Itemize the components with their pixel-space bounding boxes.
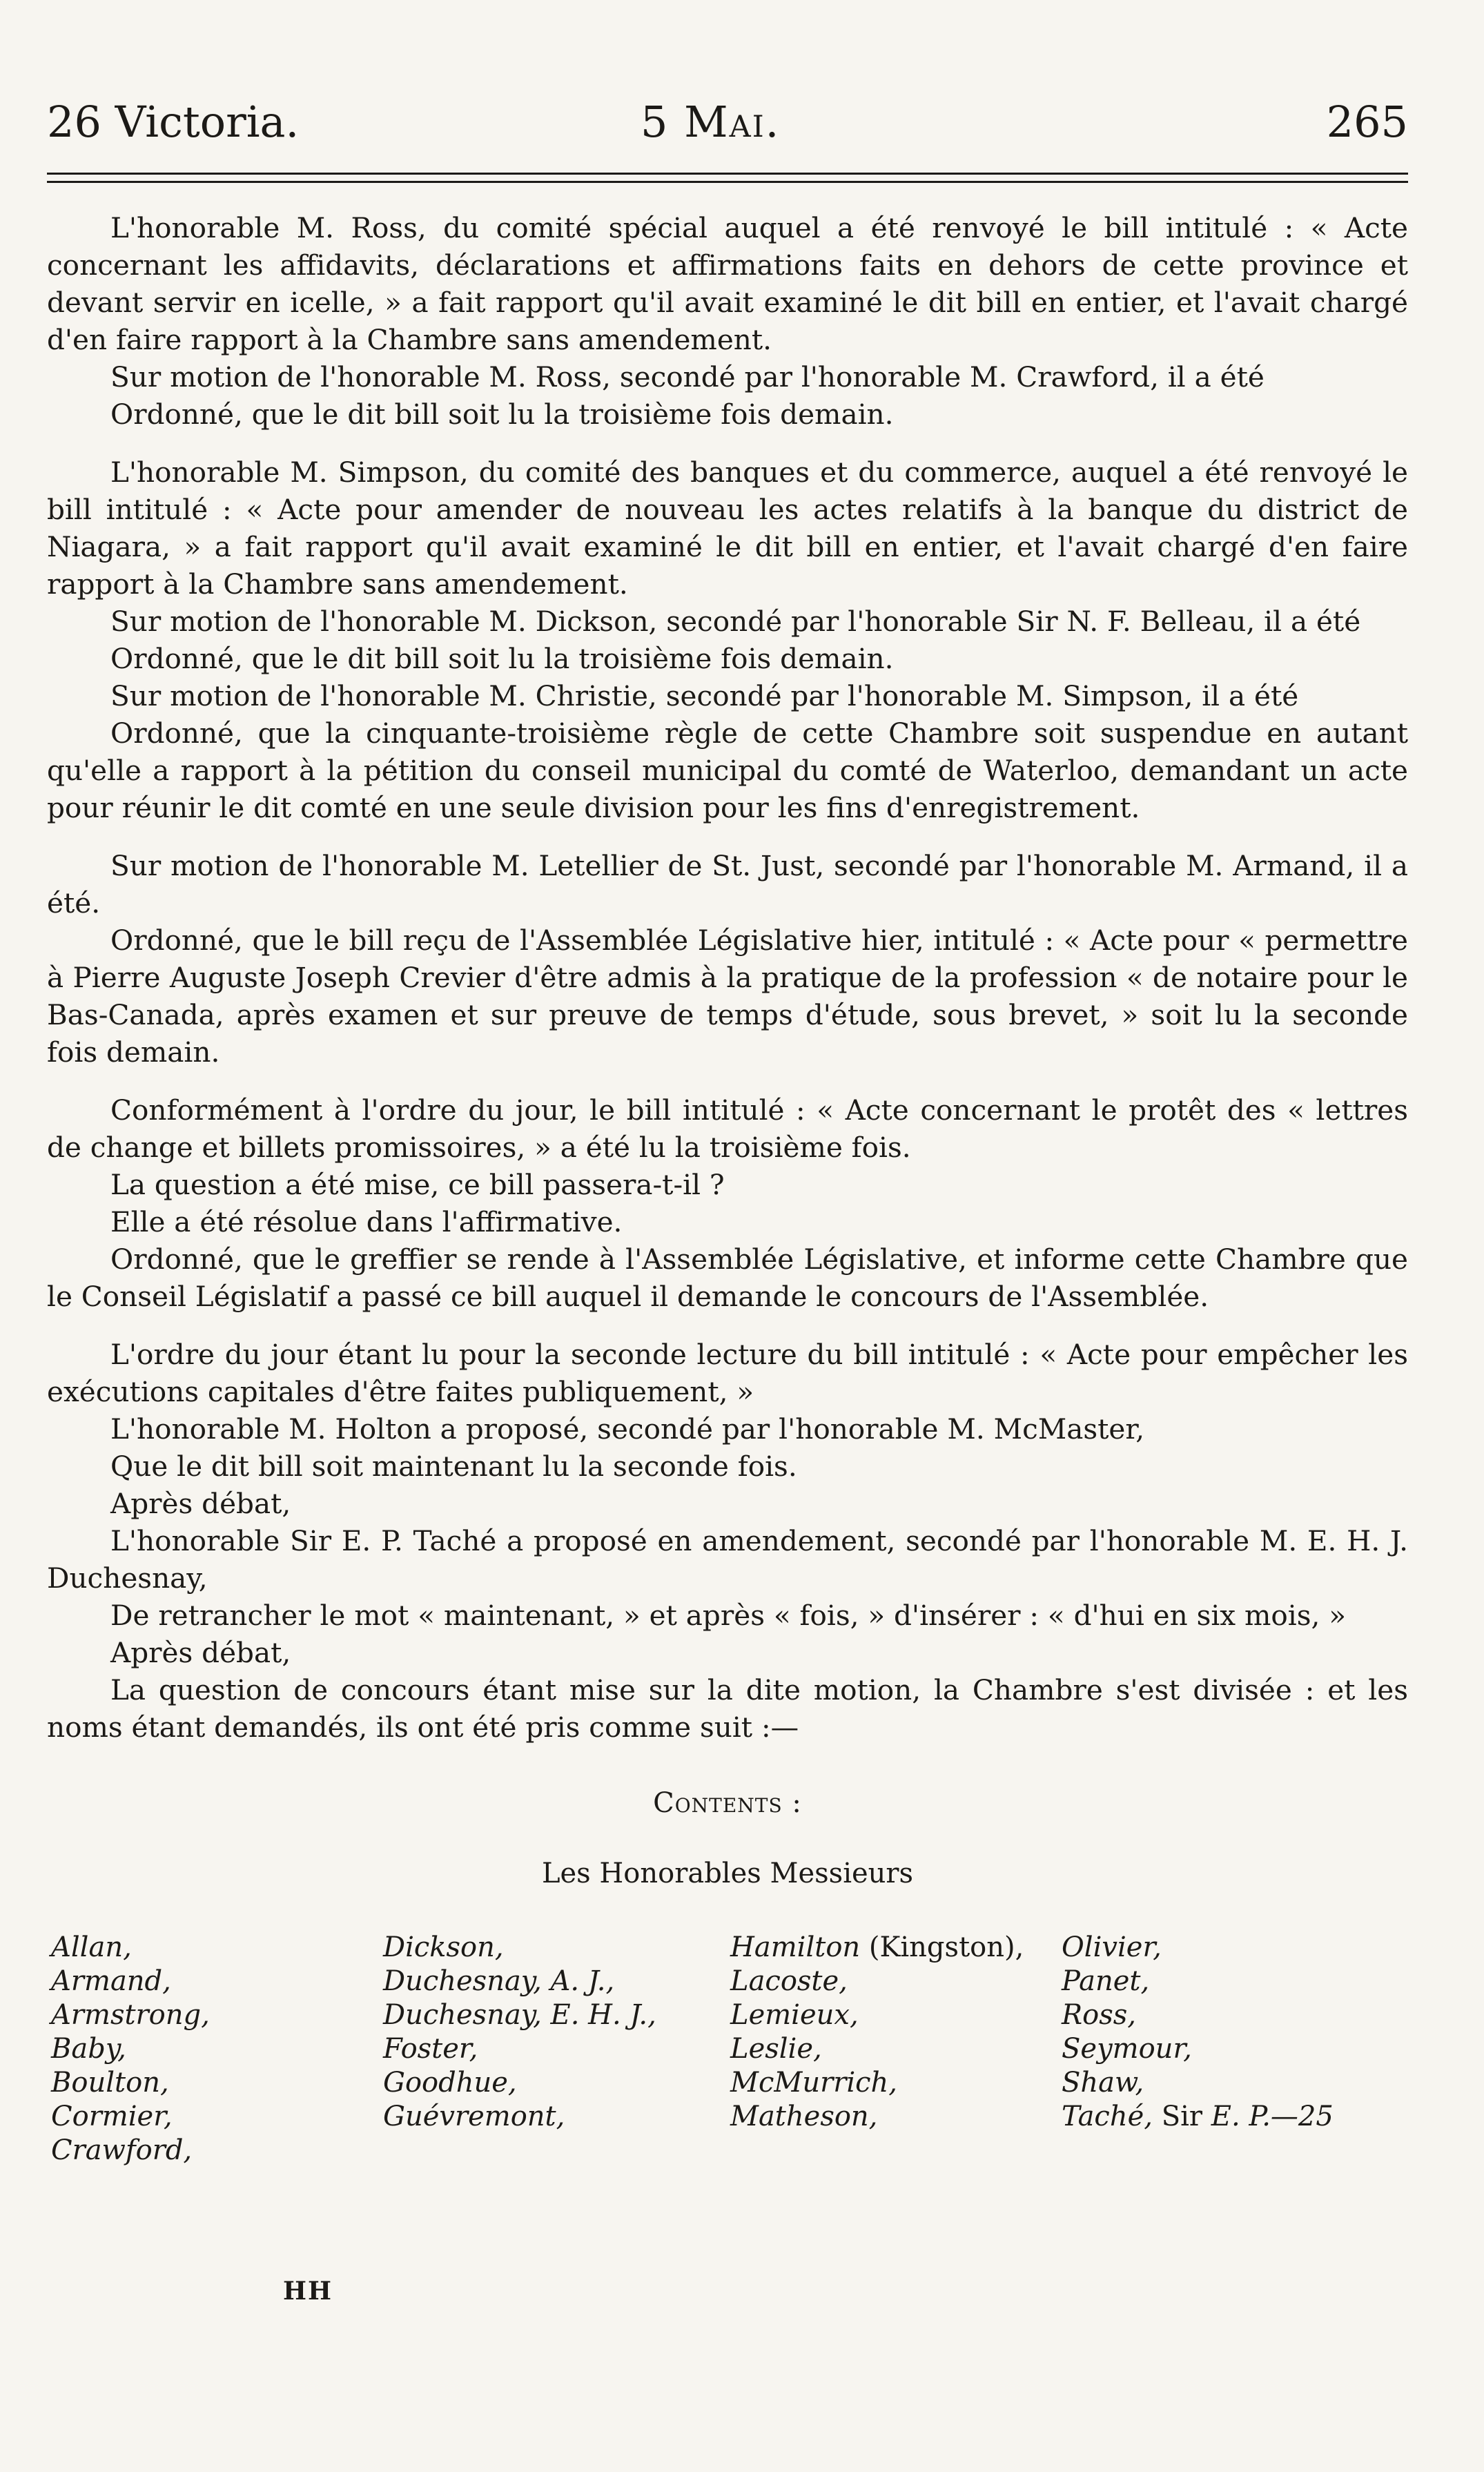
messieurs-heading: Les Honorables Messieurs xyxy=(541,1858,914,1889)
paragraph: Sur motion de l'honorable M. Christie, secondé par l'honorable M. Simpson, il a été xyxy=(110,679,1299,712)
member-name: Panet, xyxy=(1062,1965,1150,1997)
paragraph: Conformément à l'ordre du jour, le bill intitulé : « Acte concernant le protêt des « lettres de change et billets promissoires, » a été lu la troisième fois. xyxy=(47,1093,1408,1164)
names-column-1 xyxy=(51,1931,210,2168)
paragraph: L'honorable Sir E. P. Taché a proposé en amendement, secondé par l'honorable M. E. H. J. Duchesnay, xyxy=(47,1524,1408,1595)
member-name: Cormier, xyxy=(51,2101,173,2132)
member-name xyxy=(730,1931,1024,1965)
paragraph: Que le dit bill soit maintenant lu la seconde fois. xyxy=(110,1450,797,1483)
header-double-rule xyxy=(47,173,1408,183)
minutes-body xyxy=(47,209,1408,1746)
paragraph: Après débat, xyxy=(110,1636,291,1669)
paragraph: Sur motion de l'honorable M. Ross, secondé par l'honorable M. Crawford, il a été xyxy=(110,360,1265,393)
paragraph: Ordonné, que la cinquante-troisième règle de cette Chambre soit suspendue en autant qu'elle a rapport à la pétition du conseil municipal du comté de Waterloo, demandant un acte pour réunir le dit comté en une seule division pour les fins d'enregistrement. xyxy=(47,717,1408,824)
paragraph: Sur motion de l'honorable M. Dickson, secondé par l'honorable Sir N. F. Belleau, il a été xyxy=(110,605,1361,638)
vote-names-list xyxy=(47,1931,1408,2221)
member-name: Shaw, xyxy=(1062,2067,1144,2099)
paragraph: L'ordre du jour étant lu pour la seconde lecture du bill intitulé : « Acte pour empêcher les exécutions capitales d'être faites publiquement, » xyxy=(47,1338,1408,1408)
paragraph: La question a été mise, ce bill passera-t-il ? xyxy=(110,1168,725,1201)
paragraph: Ordonné, que le greffier se rende à l'Assemblée Législative, et informe cette Chambre que le Conseil Législatif a passé ce bill auquel il demande le concours de l'Assemblée. xyxy=(47,1243,1408,1313)
member-initials-total: E. P.—25 xyxy=(1211,2101,1334,2132)
printer-signature-mark: HH xyxy=(283,2277,333,2306)
member-name xyxy=(1062,2100,1334,2134)
page-header xyxy=(47,69,1408,173)
paragraph: La question de concours étant mise sur la dite motion, la Chambre s'est divisée : et les noms étant demandés, ils ont été pris comme suit :— xyxy=(47,1673,1408,1744)
paragraph: Ordonné, que le dit bill soit lu la troisième fois demain. xyxy=(110,642,894,675)
member-title: Sir xyxy=(1161,2101,1203,2132)
member-name: Boulton, xyxy=(51,2067,169,2099)
member-surname: Taché, xyxy=(1062,2101,1153,2132)
paragraph: Ordonné, que le dit bill soit lu la troisième fois demain. xyxy=(110,398,894,431)
member-name: Goodhue, xyxy=(383,2067,517,2099)
member-name: Duchesnay, A. J., xyxy=(383,1965,615,1997)
member-name: Lemieux, xyxy=(730,1999,859,2031)
member-name: Foster, xyxy=(383,2033,478,2065)
paragraph: De retrancher le mot « maintenant, » et après « fois, » d'insérer : « d'hui en six mois, » xyxy=(110,1599,1347,1632)
page-number: 265 xyxy=(1326,97,1408,147)
header-session: 26 Victoria. xyxy=(47,97,300,147)
contents-heading: Contents : xyxy=(653,1787,802,1819)
paragraph: L'honorable M. Simpson, du comité des banques et du commerce, auquel a été renvoyé le bill intitulé : « Acte pour amender de nouveau les actes relatifs à la banque du district de Niagara, » a fait rapport qu'il avait examiné le dit bill en entier, et l'avait chargé d'en faire rapport à la Chambre sans amendement. xyxy=(47,456,1408,601)
member-name: Matheson, xyxy=(730,2101,878,2132)
member-name: Ross, xyxy=(1062,1999,1136,2031)
member-surname: Hamilton xyxy=(730,1931,861,1963)
member-name: Crawford, xyxy=(51,2134,193,2166)
member-riding: (Kingston), xyxy=(868,1931,1024,1963)
member-name: Olivier, xyxy=(1062,1931,1162,1963)
paragraph: Ordonné, que le bill reçu de l'Assemblée Législative hier, intitulé : « Acte pour « permettre à Pierre Auguste Joseph Crevier d'être admis à la pratique de la profession « de notaire pour le Bas-Canada, après examen et sur preuve de temps d'étude, sous brevet, » soit lu la seconde fois demain. xyxy=(47,924,1408,1069)
member-name: Baby, xyxy=(51,2033,126,2065)
document-page xyxy=(47,69,1408,2221)
names-column-3 xyxy=(730,1931,1024,2134)
paragraph: L'honorable M. Ross, du comité spécial auquel a été renvoyé le bill intitulé : « Acte concernant les affidavits, déclarations et affirmations faits en dehors de cette province et devant servir en icelle, » a fait rapport qu'il avait examiné le dit bill en entier, et l'avait chargé d'en faire rapport à la Chambre sans amendement. xyxy=(47,211,1408,356)
member-name: Armstrong, xyxy=(51,1999,210,2031)
member-name: Leslie, xyxy=(730,2033,822,2065)
member-name: McMurrich, xyxy=(730,2067,897,2099)
member-name: Dickson, xyxy=(383,1931,504,1963)
paragraph: Sur motion de l'honorable M. Letellier de St. Just, secondé par l'honorable M. Armand, il a été. xyxy=(47,849,1408,919)
member-name: Lacoste, xyxy=(730,1965,848,1997)
paragraph: Après débat, xyxy=(110,1487,291,1520)
member-name: Guévremont, xyxy=(383,2101,565,2132)
member-name: Allan, xyxy=(51,1931,132,1963)
member-name: Armand, xyxy=(51,1965,171,1997)
header-date: 5 Mai. xyxy=(641,97,781,147)
paragraph: L'honorable M. Holton a proposé, secondé par l'honorable M. McMaster, xyxy=(110,1412,1145,1446)
names-column-2 xyxy=(383,1931,656,2134)
member-name: Seymour, xyxy=(1062,2033,1192,2065)
member-name: Duchesnay, E. H. J., xyxy=(383,1999,656,2031)
paragraph: Elle a été résolue dans l'affirmative. xyxy=(110,1205,623,1238)
names-column-4 xyxy=(1062,1931,1334,2134)
